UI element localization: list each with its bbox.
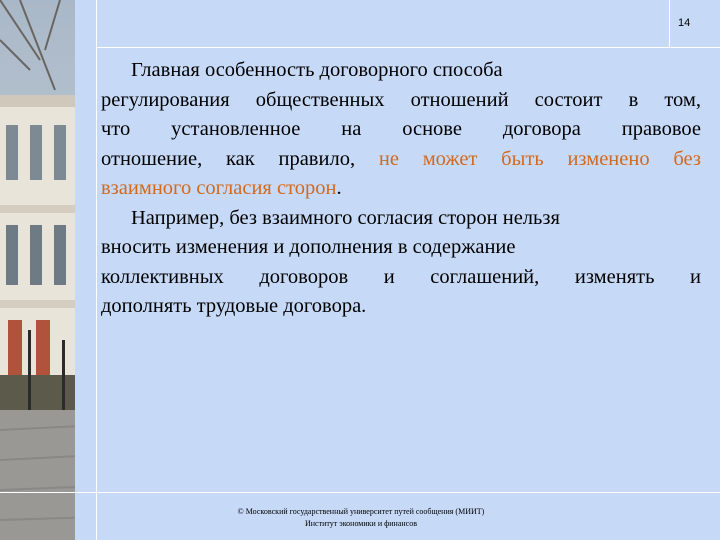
p2-line-4: дополнять трудовые договора. [101, 295, 367, 317]
p2-line-1: Например, без взаимного согласия сторон нельзя [131, 206, 560, 229]
p2-line-2: вносить изменения и дополнения в содержание [101, 236, 516, 258]
highlight-text-2: взаимного согласия сторон [101, 177, 337, 199]
p1-line-2: регулирования общественных отношений состоит в том, [101, 88, 701, 111]
paragraph-2 [101, 204, 701, 322]
p1-line-5-period: . [336, 177, 342, 199]
p1-line-1: Главная особенность договорного способа [131, 59, 503, 81]
bottom-divider [0, 492, 720, 493]
left-divider [96, 0, 97, 540]
highlight-text-1: не может быть изменено без [378, 147, 701, 170]
footer-institute: Институт экономики и финансов [304, 519, 417, 528]
p1-line-5 [101, 174, 701, 204]
p1-line-4-text: отношение, как правило, [101, 147, 379, 170]
top-divider [96, 47, 720, 48]
page-number-divider [669, 0, 670, 48]
paragraph-1 [101, 56, 701, 204]
p1-line-3: что установленное на основе договора правовое [101, 118, 701, 140]
page-number: 14 [678, 17, 691, 29]
slide-body [101, 56, 701, 322]
p2-line-3: коллективных договоров и соглашений, изменять и [101, 265, 701, 288]
p1-line-4 [101, 145, 701, 175]
footer-copyright: © Московский государственный университет путей сообщения (МИИТ) [237, 507, 485, 516]
footer [196, 506, 526, 530]
